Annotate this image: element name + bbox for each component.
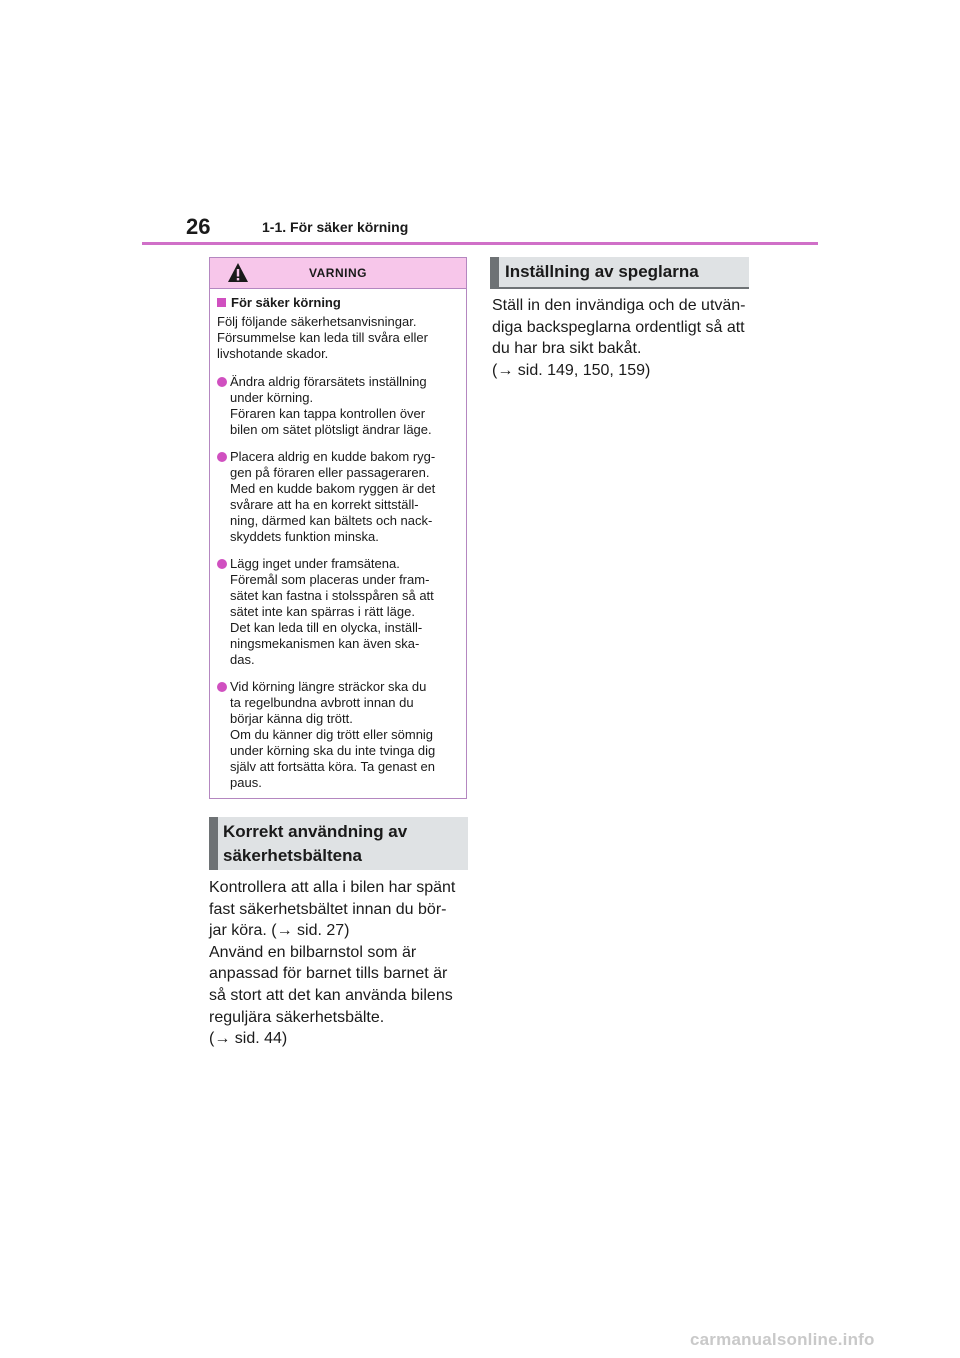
page-number: 26: [186, 214, 211, 239]
warning-item-text: Placera aldrig en kudde bakom ryg- gen på föraren eller passageraren. Med en kudde bakom ryggen är det svårare att ha en korrekt sittställ- ning, därmed kan bältets och nack- skyddets funktion minska.: [230, 449, 436, 544]
warning-item: [217, 556, 458, 668]
warning-subheading-text: För säker körning: [231, 295, 341, 310]
warning-subheading: [217, 295, 458, 310]
warning-intro: Följ följande säkerhetsanvisningar. Försummelse kan leda till svåra eller livshotande skador.: [217, 314, 428, 361]
bullet-dot-icon: [217, 559, 227, 569]
warning-body: [210, 289, 466, 791]
mirror-heading-rule: [490, 287, 749, 289]
warning-item-text: Ändra aldrig förarsätets inställning under körning. Föraren kan tappa kontrollen över bilen om sätet plötsligt ändrar läge.: [230, 374, 432, 437]
warning-header: [210, 258, 466, 289]
mirror-heading: Inställning av speglarna: [490, 257, 749, 287]
watermark: carmanualsonline.info: [690, 1330, 875, 1349]
warning-item-text: Vid körning längre sträckor ska du ta regelbundna avbrott innan du börjar känna dig trött. Om du känner dig trött eller sömnig under körning ska du inte tvinga dig själv att fortsätta köra. Ta genast en paus.: [230, 679, 436, 790]
bullet-dot-icon: [217, 452, 227, 462]
warning-box: [209, 257, 467, 799]
warning-item-text: Lägg inget under framsätena. Föremål som placeras under fram- sätet kan fastna i stolsspåren så att sätet inte kan spärras i rätt läge. Det kan leda till en olycka, inställ- ningsmekanismen kan även ska- das.: [230, 556, 434, 667]
header-divider: [142, 242, 818, 245]
square-bullet-icon: [217, 298, 226, 307]
warning-item: [217, 449, 458, 545]
section-title: 1-1. För säker körning: [262, 219, 409, 235]
warning-item: [217, 679, 458, 791]
seatbelt-heading: Korrekt användning av säkerhetsbältena: [209, 817, 468, 870]
warning-label: VARNING: [309, 266, 367, 280]
warning-item: [217, 374, 458, 438]
bullet-dot-icon: [217, 682, 227, 692]
bullet-dot-icon: [217, 377, 227, 387]
seatbelt-body: Kontrollera att alla i bilen har spänt fast säkerhetsbältet innan du bör- jar köra. (→ sid. 27) Använd en bilbarnstol som är anpassad för barnet tills barnet är så stort att det kan använda bilens reguljära säkerhetsbälte. (→ sid. 44): [209, 879, 456, 1048]
mirror-body: Ställ in den invändiga och de utvän- diga backspeglarna ordentligt så att du har bra sikt bakåt. (→ sid. 149, 150, 159): [492, 297, 746, 379]
warning-triangle-icon: [227, 262, 249, 283]
